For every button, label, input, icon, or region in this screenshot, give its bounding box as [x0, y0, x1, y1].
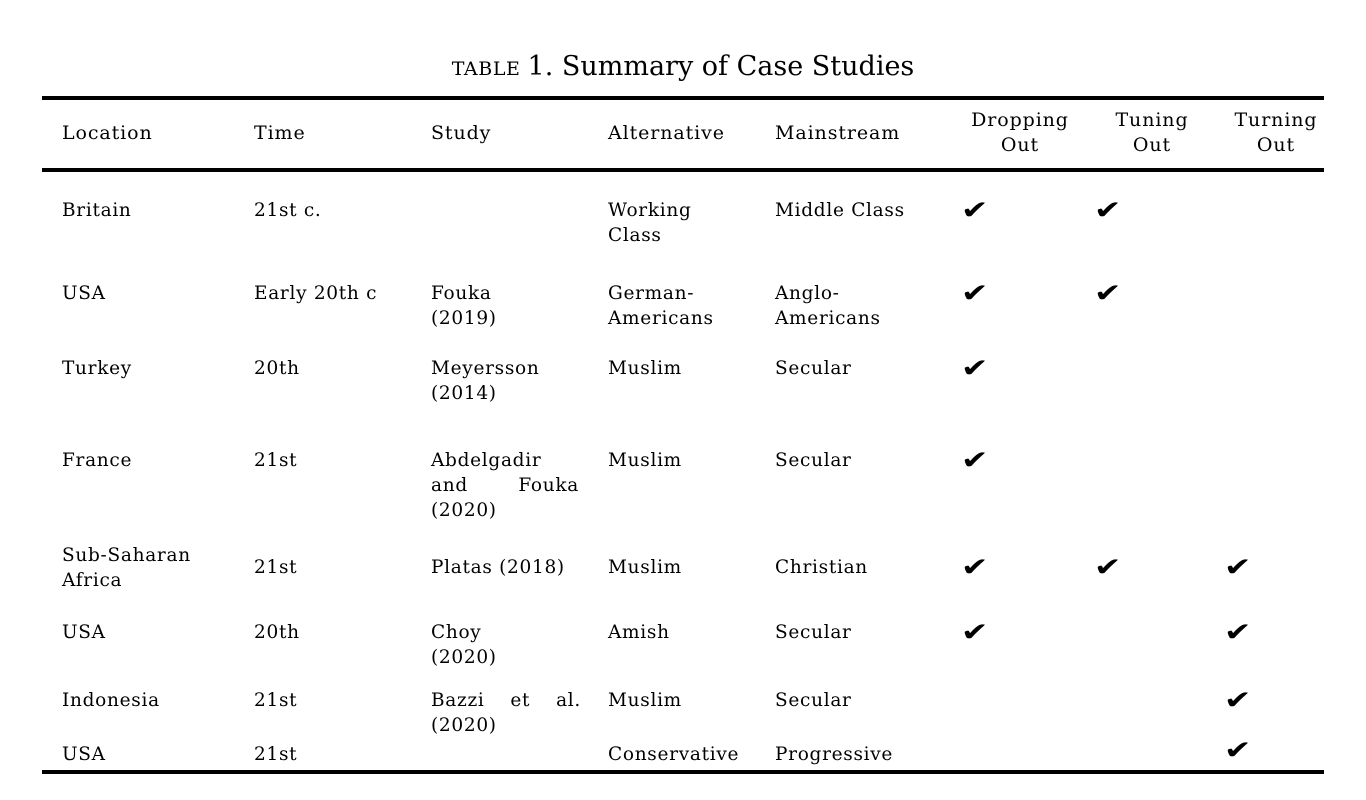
table-caption-text: 1. Summary of Case Studies — [527, 51, 915, 82]
cell-time: 21st c. — [254, 200, 322, 221]
table-bottom-rule — [42, 770, 1324, 774]
cell-study: Choy (2020) — [431, 622, 497, 668]
cell-location: Turkey — [62, 358, 132, 379]
table-caption-label: table — [451, 51, 521, 82]
column-header-tuning-out-line1: Tuning — [1115, 109, 1189, 131]
cell-time: 21st — [254, 557, 298, 578]
cell-alternative: German-Americans — [608, 283, 714, 329]
cell-mainstream: Progressive — [775, 744, 894, 765]
cell-study: Fouka (2019) — [431, 283, 497, 329]
cell-alternative: Amish — [608, 622, 670, 643]
cell-location: Indonesia — [62, 690, 160, 711]
cell-alternative: Muslim — [608, 450, 682, 471]
cell-alternative: Conservative — [608, 744, 740, 765]
cell-alternative: Muslim — [608, 690, 682, 711]
cell-study: Meyersson (2014) — [431, 358, 540, 404]
check-icon-turning-out: ✔ — [1223, 684, 1252, 715]
cell-study: Abdelgadir and Fouka (2020) — [431, 450, 579, 521]
column-header-study: Study — [431, 122, 492, 144]
cell-location: Sub-Saharan Africa — [62, 545, 191, 591]
check-icon-dropping-out: ✔ — [960, 444, 989, 475]
table-header-row — [42, 108, 1324, 166]
check-icon-dropping-out: ✔ — [960, 277, 989, 308]
check-icon-dropping-out: ✔ — [960, 551, 989, 582]
column-header-turning-out-line2: Out — [1256, 134, 1296, 156]
cell-time: 20th — [254, 358, 300, 379]
cell-location: USA — [62, 744, 106, 765]
check-icon-dropping-out: ✔ — [960, 352, 989, 383]
check-icon-tuning-out: ✔ — [1093, 551, 1122, 582]
check-icon-turning-out: ✔ — [1223, 551, 1252, 582]
cell-time: 21st — [254, 744, 298, 765]
cell-alternative: Muslim — [608, 557, 682, 578]
cell-mainstream: Christian — [775, 557, 868, 578]
column-header-dropping-out-line2: Out — [1000, 134, 1040, 156]
column-header-time: Time — [254, 122, 306, 144]
cell-location: USA — [62, 622, 106, 643]
table-top-rule — [42, 96, 1324, 100]
check-icon-tuning-out: ✔ — [1093, 194, 1122, 225]
cell-mainstream: Secular — [775, 622, 852, 643]
column-header-tuning-out — [1094, 108, 1210, 158]
column-header-turning-out-line1: Turning — [1234, 109, 1318, 131]
check-icon-turning-out: ✔ — [1223, 616, 1252, 647]
cell-location: USA — [62, 283, 106, 304]
column-header-alternative: Alternative — [608, 122, 725, 144]
cell-time: 20th — [254, 622, 300, 643]
cell-time: 21st — [254, 690, 298, 711]
cell-location: Britain — [62, 200, 132, 221]
cell-study: Bazzi et al. (2020) — [431, 690, 581, 736]
table-caption — [0, 50, 1366, 84]
column-header-turning-out — [1218, 108, 1334, 158]
table-header-rule — [42, 168, 1324, 172]
cell-alternative: Muslim — [608, 358, 682, 379]
cell-time: Early 20th c — [254, 283, 378, 304]
column-header-dropping-out-line1: Dropping — [971, 109, 1069, 131]
check-icon-tuning-out: ✔ — [1093, 277, 1122, 308]
check-icon-dropping-out: ✔ — [960, 194, 989, 225]
cell-mainstream: Secular — [775, 358, 852, 379]
cell-mainstream: Secular — [775, 450, 852, 471]
check-icon-dropping-out: ✔ — [960, 616, 989, 647]
column-header-mainstream: Mainstream — [775, 122, 901, 144]
cell-alternative: Working Class — [608, 200, 692, 246]
column-header-location: Location — [62, 122, 153, 144]
cell-mainstream: Anglo-Americans — [775, 283, 881, 329]
cell-location: France — [62, 450, 133, 471]
cell-mainstream: Secular — [775, 690, 852, 711]
cell-mainstream: Middle Class — [775, 200, 905, 221]
cell-time: 21st — [254, 450, 298, 471]
column-header-tuning-out-line2: Out — [1132, 134, 1172, 156]
check-icon-turning-out: ✔ — [1223, 734, 1252, 765]
column-header-dropping-out — [955, 108, 1085, 158]
cell-study: Platas (2018) — [431, 557, 565, 578]
